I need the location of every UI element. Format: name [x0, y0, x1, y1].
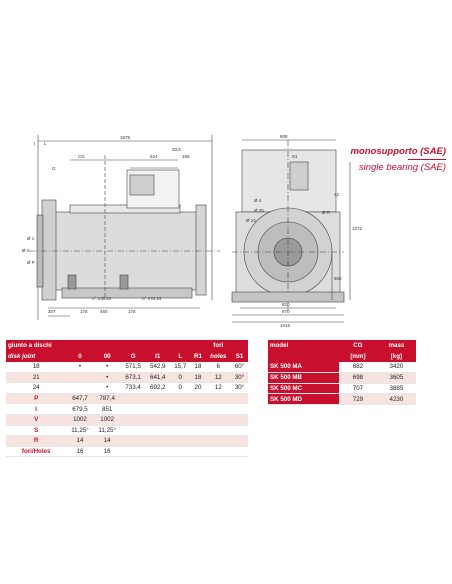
cell: 16	[94, 446, 121, 457]
col-r1-label: R1	[190, 351, 205, 362]
dim-cg: CG	[78, 154, 85, 159]
model-units-row	[268, 351, 416, 362]
cell	[170, 414, 190, 425]
col-l	[170, 340, 190, 351]
dim-42: 42	[334, 192, 340, 197]
cell: 787,4	[94, 393, 121, 404]
cell: 14	[94, 436, 121, 447]
model-name: SK 500 MC	[268, 383, 339, 394]
cell: •	[66, 362, 93, 372]
cell	[170, 393, 190, 404]
cell: 16	[66, 446, 93, 457]
cell: 11,25°	[66, 425, 93, 436]
col-model: model	[268, 340, 339, 351]
cell: 15,7	[170, 362, 190, 372]
col-mass: mass	[377, 340, 416, 351]
cell	[231, 425, 248, 436]
coupling-header-row	[6, 340, 248, 351]
table-row	[6, 436, 248, 447]
cell	[190, 404, 205, 415]
cell: 18	[190, 372, 205, 383]
cell	[206, 425, 232, 436]
cell	[145, 436, 170, 447]
dim-ds: Ø S	[22, 248, 30, 253]
table-row	[268, 394, 416, 405]
table-row	[6, 383, 248, 394]
model-mass: 3420	[377, 362, 416, 372]
row-label: fori/Holes	[6, 446, 66, 457]
dim-dp: Ø P	[27, 260, 35, 265]
col-00	[94, 340, 121, 351]
dim-808: 808	[280, 134, 288, 139]
table-row	[6, 393, 248, 404]
cell: •	[94, 383, 121, 394]
cell: 851	[94, 404, 121, 415]
cell	[206, 414, 232, 425]
cell	[231, 446, 248, 457]
cell	[190, 425, 205, 436]
model-header-row	[268, 340, 416, 351]
cell: 542,9	[145, 362, 170, 372]
col-model-unit	[268, 351, 339, 362]
model-mass: 4230	[377, 394, 416, 405]
cell: 692,2	[145, 383, 170, 394]
cell: 21	[6, 372, 66, 383]
cell: 1002	[66, 414, 93, 425]
dim-g: G	[52, 166, 56, 171]
dim-155: 155	[182, 154, 190, 159]
col-g-label: G	[121, 351, 146, 362]
col-00-label: 00	[94, 351, 121, 362]
col-g	[121, 340, 146, 351]
col-holes-en: holes	[206, 351, 232, 362]
table-row	[6, 414, 248, 425]
model-table	[268, 340, 416, 405]
cell	[121, 393, 146, 404]
cell: 30°	[231, 372, 248, 383]
header-title-it: monosupporto (SAE)	[350, 146, 446, 157]
cell	[206, 436, 232, 447]
row-label: I	[6, 404, 66, 415]
dim-d14: Ø 14	[246, 218, 256, 223]
bearing-header	[350, 146, 446, 173]
cell	[145, 393, 170, 404]
cell	[231, 393, 248, 404]
row-label: V	[6, 414, 66, 425]
col-r1	[190, 340, 205, 351]
dim-1272: 1272	[352, 226, 363, 231]
table-row	[6, 372, 248, 383]
cell	[145, 425, 170, 436]
col-cg: CG	[339, 340, 377, 351]
cell: 6	[206, 362, 232, 372]
cell	[190, 393, 205, 404]
cell: 18	[190, 362, 205, 372]
cell	[66, 372, 93, 383]
cell	[231, 414, 248, 425]
col-i1-label: I1	[145, 351, 170, 362]
col-fori: fori	[206, 340, 232, 351]
cell: 679,5	[66, 404, 93, 415]
cell	[170, 436, 190, 447]
col-0	[66, 340, 93, 351]
cell: 0	[170, 383, 190, 394]
model-cg: 707	[339, 383, 377, 394]
cell: 647,7	[66, 393, 93, 404]
col-mass-unit: [kg]	[377, 351, 416, 362]
dim-d25: Ø 25	[254, 208, 264, 213]
cell: 20	[190, 383, 205, 394]
dim-d1: Ø 1	[27, 236, 35, 241]
col-0-label: 0	[66, 351, 93, 362]
dim-i: I	[34, 141, 36, 146]
dim-500: 500	[334, 276, 342, 281]
cell	[66, 383, 93, 394]
cell	[121, 404, 146, 415]
cell	[170, 425, 190, 436]
cell: •	[94, 372, 121, 383]
dim-175b: 175	[128, 309, 136, 314]
dim-460: 460	[100, 309, 108, 314]
cell: 12	[206, 372, 232, 383]
cell	[206, 404, 232, 415]
model-cg: 729	[339, 394, 377, 405]
cell: 571,5	[121, 362, 146, 372]
dim-l: L	[44, 141, 47, 146]
cell	[121, 414, 146, 425]
cell	[121, 446, 146, 457]
dim-175a: 175	[80, 309, 88, 314]
cell	[121, 425, 146, 436]
model-cg: 698	[339, 372, 377, 383]
front-view	[232, 140, 350, 322]
coupling-body	[6, 362, 248, 457]
dim-1016: 1016	[280, 323, 291, 328]
dim-d4: Ø 4	[254, 198, 262, 203]
coupling-table	[6, 340, 248, 457]
cell: 30°	[231, 383, 248, 394]
header-title-en: single bearing (SAE)	[358, 162, 446, 173]
table-row	[6, 362, 248, 372]
cell: 12	[206, 383, 232, 394]
dim-20-5: 20,5	[172, 147, 181, 152]
cell	[145, 446, 170, 457]
cell	[170, 446, 190, 457]
cell	[190, 436, 205, 447]
dim-holes-m24: n° 4 M 24	[142, 296, 162, 301]
dim-s1: S1	[292, 154, 298, 159]
col-s1-label: S1	[231, 351, 248, 362]
cell	[190, 414, 205, 425]
cell	[206, 393, 232, 404]
table-row	[268, 372, 416, 383]
header-divider	[408, 159, 446, 160]
model-body	[268, 362, 416, 405]
table-row	[268, 383, 416, 394]
dim-820: 820	[282, 302, 290, 307]
model-name: SK 500 MD	[268, 394, 339, 405]
table-row	[268, 362, 416, 372]
model-cg: 682	[339, 362, 377, 372]
model-name: SK 500 MA	[268, 362, 339, 372]
cell	[170, 404, 190, 415]
cell: 0	[170, 372, 190, 383]
cell	[145, 414, 170, 425]
cell	[206, 446, 232, 457]
coupling-header-row-2	[6, 351, 248, 362]
dim-dr: Ø R	[322, 210, 331, 215]
dim-holes-33: n° 4 Ø 33	[92, 296, 112, 301]
cell	[231, 404, 248, 415]
cell	[121, 436, 146, 447]
model-mass: 3885	[377, 383, 416, 394]
cell: •	[94, 362, 121, 372]
col-i1	[145, 340, 170, 351]
cell: 733,4	[121, 383, 146, 394]
cell: 641,4	[145, 372, 170, 383]
cell: 24	[6, 383, 66, 394]
col-disk-joint: giunto a dischi	[6, 340, 66, 351]
cell	[190, 446, 205, 457]
cell	[145, 404, 170, 415]
row-label: R	[6, 436, 66, 447]
cell: 11,25°	[94, 425, 121, 436]
dim-307: 307	[48, 309, 56, 314]
dim-970: 970	[282, 309, 290, 314]
cell: 60°	[231, 362, 248, 372]
row-label: P	[6, 393, 66, 404]
side-view	[30, 135, 220, 320]
col-s1	[231, 340, 248, 351]
model-mass: 3605	[377, 372, 416, 383]
col-cg-unit: [mm]	[339, 351, 377, 362]
table-row	[6, 425, 248, 436]
cell: 673,1	[121, 372, 146, 383]
table-row	[6, 404, 248, 415]
model-name: SK 500 MB	[268, 372, 339, 383]
cell: 14	[66, 436, 93, 447]
table-row	[6, 446, 248, 457]
dim-1578: 1578	[120, 135, 131, 140]
row-label: S	[6, 425, 66, 436]
cell	[231, 436, 248, 447]
col-disk-joint-en: disk joint	[6, 351, 66, 362]
col-l-label: L	[170, 351, 190, 362]
dim-624: 624	[150, 154, 158, 159]
cell: 18	[6, 362, 66, 372]
cell: 1002	[94, 414, 121, 425]
